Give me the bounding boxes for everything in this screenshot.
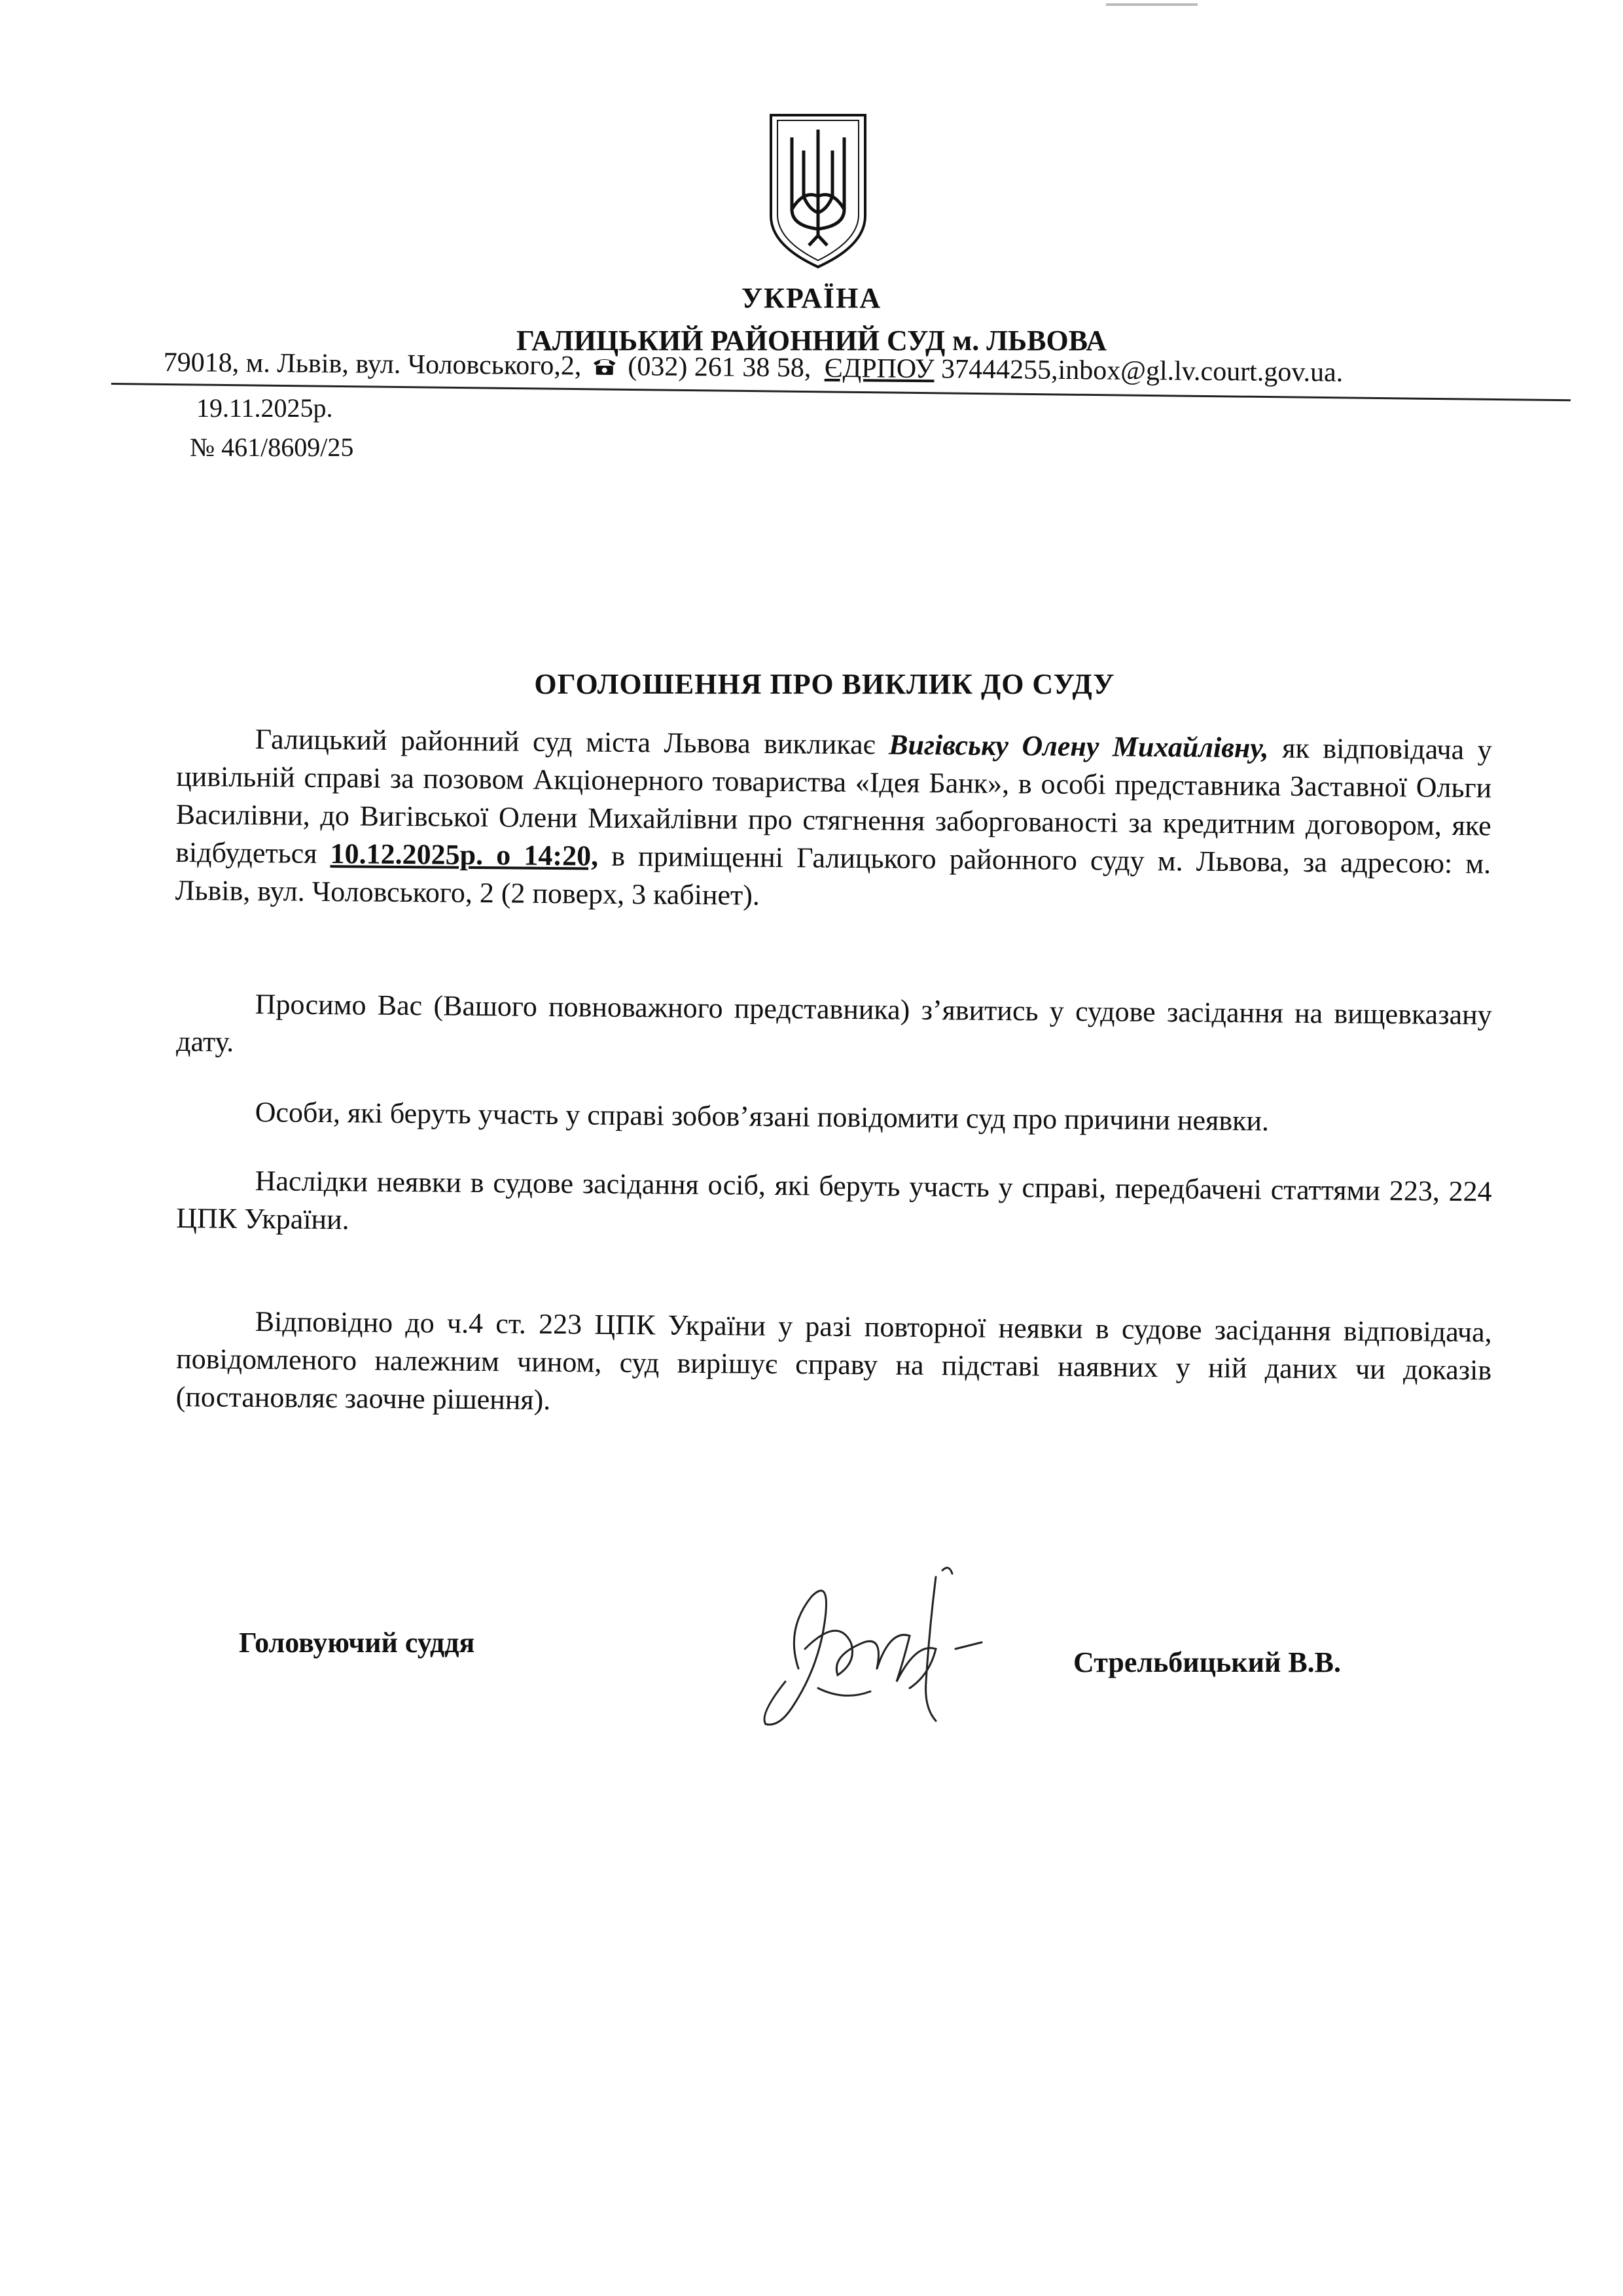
court-name: ГАЛИЦЬКИЙ РАЙОННИЙ СУД м. ЛЬВОВА xyxy=(516,325,1107,357)
address-text: 79018, м. Львів, вул. Чоловського,2, xyxy=(163,347,582,381)
telephone-icon xyxy=(592,352,617,372)
presiding-judge-label: Головуючий суддя xyxy=(239,1627,475,1659)
coat-of-arms-icon xyxy=(766,111,870,272)
scan-mark xyxy=(1106,0,1198,7)
document-date: 19.11.2025р. xyxy=(196,393,333,423)
defendant-name: Вигівську Олену Михайлівну, xyxy=(888,728,1269,764)
handwritten-signature xyxy=(740,1551,988,1747)
judge-name: Стрельбицький В.В. xyxy=(1073,1646,1342,1678)
paragraph-summons xyxy=(175,720,1491,921)
phone-number: (032) 261 38 58, xyxy=(628,351,819,383)
hearing-datetime: 10.12.2025р. о 14:20, xyxy=(330,838,599,872)
paragraph-summons-start: Галицький районний суд міста Львова викликає xyxy=(255,723,889,761)
paragraph-default-judgment: Відповідно до ч.4 ст. 223 ЦПК України у разі повторної неявки в судове засідання відповідача, повідомленого належним чином, суд вирішує справу на підставі наявних у ній даних чи доказів (постановляє заочне рішення). xyxy=(175,1305,1492,1416)
edrpou-email: 37444255,inbox@gl.lv.court.gov.ua. xyxy=(940,354,1344,388)
edrpou-label: ЄДРПОУ xyxy=(824,353,935,385)
document-title: ОГОЛОШЕННЯ ПРО ВИКЛИК ДО СУДУ xyxy=(534,668,1115,700)
paragraph-request: Просимо Вас (Вашого повноважного представника) з’явитись у судове засідання на вищевказану дату. xyxy=(176,988,1492,1058)
paragraph-summons-end: в приміщенні Галицького районного суду м. Львова, за адресою: м. Львів, вул. Чоловського, 2 (2 поверх, 3 кабінет). xyxy=(175,839,1491,911)
country-heading: УКРАЇНА xyxy=(741,282,882,314)
paragraph-consequences: Наслідки неявки в судове засідання осіб, які беруть участь у справі, передбачені статтями 223, 224 ЦПК України. xyxy=(176,1165,1492,1236)
paragraph-notify: Особи, які беруть участь у справі зобов’язані повідомити суд про причини неявки. xyxy=(255,1096,1270,1137)
document-number: № 461/8609/25 xyxy=(190,433,354,462)
paragraph-summons-middle: як відповідача у цивільній справі за позовом Акціонерного товариства «Ідея Банк», в особі представника Заставної Ольги Василівни, до Вигівської Олени Михайлівни про стягнення заборгованості за кредитним договором, яке відбудеться xyxy=(175,732,1492,870)
